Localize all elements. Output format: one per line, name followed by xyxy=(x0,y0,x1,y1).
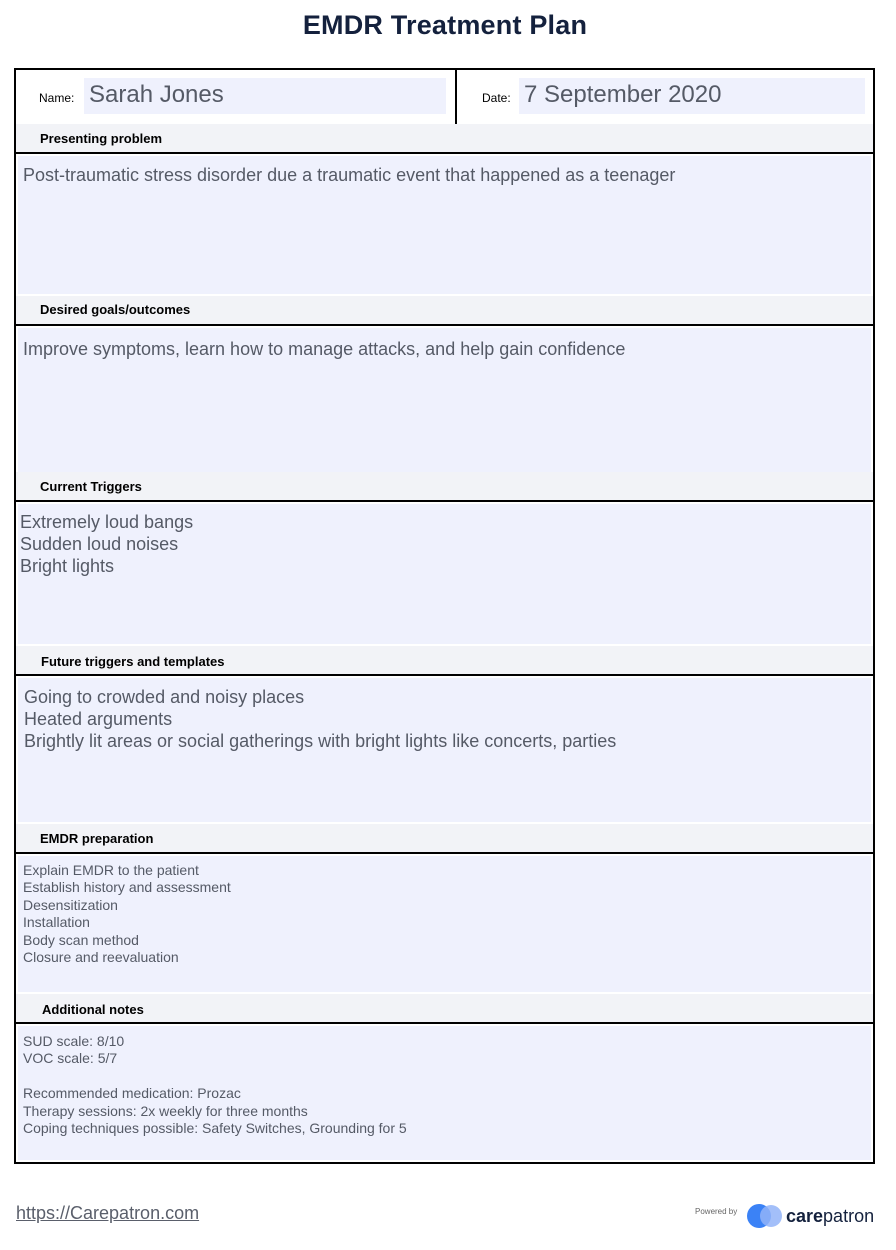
name-cell xyxy=(16,70,457,124)
emdr-preparation-field[interactable] xyxy=(16,854,873,996)
desired-goals-field[interactable] xyxy=(16,326,873,476)
treatment-plan-form xyxy=(14,68,875,1164)
powered-by-text: Powered by xyxy=(695,1207,738,1216)
carepatron-link[interactable]: https://Carepatron.com xyxy=(16,1203,200,1223)
patient-info-row xyxy=(16,70,873,128)
carepatron-brand: carepatron xyxy=(786,1206,875,1226)
presenting-problem-header xyxy=(16,124,873,154)
current-triggers-label: Current Triggers xyxy=(40,479,142,494)
future-triggers-label: Future triggers and templates xyxy=(41,654,225,669)
name-label: Name: xyxy=(39,91,75,105)
presenting-problem-field[interactable] xyxy=(16,154,873,298)
future-triggers-header xyxy=(16,646,873,676)
future-triggers-field[interactable] xyxy=(16,676,873,826)
additional-notes-header xyxy=(16,994,873,1024)
date-label: Date: xyxy=(482,91,511,105)
presenting-problem-label: Presenting problem xyxy=(40,131,163,146)
desired-goals-label: Desired goals/outcomes xyxy=(40,302,191,317)
current-triggers-header xyxy=(16,472,873,502)
additional-notes-field[interactable] xyxy=(16,1024,873,1162)
future-triggers-text: Going to crowded and noisy places Heated arguments Brightly lit areas or social gatherings with bright lights like concerts, parties xyxy=(24,687,617,751)
emdr-preparation-text: Explain EMDR to the patient Establish history and assessment Desensitization Installation Body scan method Closure and reevaluation xyxy=(23,862,231,966)
desired-goals-header xyxy=(16,296,873,326)
presenting-problem-text: Post-traumatic stress disorder due a traumatic event that happened as a teenager xyxy=(23,165,676,185)
emdr-preparation-header xyxy=(16,824,873,854)
date-field[interactable]: 7 September 2020 xyxy=(519,78,865,114)
current-triggers-text: Extremely loud bangs Sudden loud noises Bright lights xyxy=(20,512,194,576)
desired-goals-text: Improve symptoms, learn how to manage attacks, and help gain confidence xyxy=(23,339,626,359)
current-triggers-field[interactable] xyxy=(16,502,873,648)
page-title: EMDR Treatment Plan xyxy=(302,10,588,40)
emdr-preparation-label: EMDR preparation xyxy=(40,831,154,846)
date-cell xyxy=(457,70,873,124)
additional-notes-text: SUD scale: 8/10 VOC scale: 5/7 Recommended medication: Prozac Therapy sessions: 2x weekly for three months Coping techniques possible: Safety Switches, Grounding for 5 xyxy=(23,1033,407,1137)
name-field[interactable]: Sarah Jones xyxy=(84,78,446,114)
additional-notes-label: Additional notes xyxy=(42,1002,144,1017)
carepatron-logo-icon xyxy=(746,1203,786,1229)
